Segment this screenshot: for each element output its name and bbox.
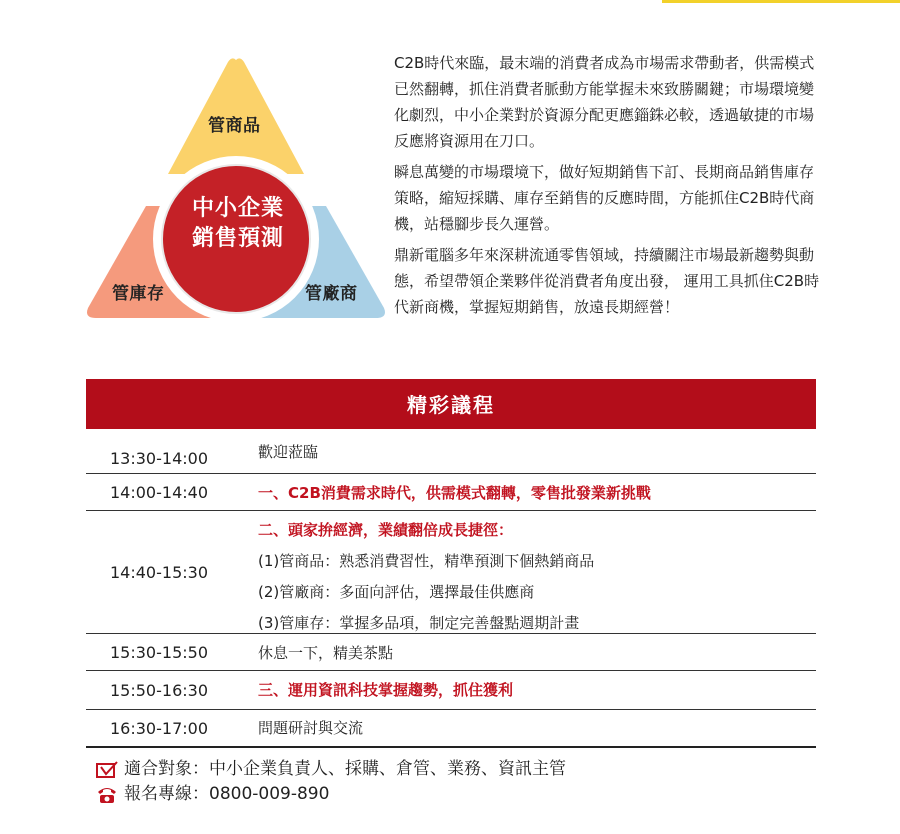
- audience-text: 適合對象：中小企業負責人、採購、倉管、業務、資訊主管: [124, 759, 566, 779]
- agenda-desc: [258, 671, 816, 709]
- checkbox-icon: [96, 761, 118, 779]
- agenda-time: 15:30-15:50: [110, 642, 208, 662]
- telephone-icon: [96, 786, 118, 804]
- hotline-row: [96, 782, 566, 807]
- event-info: [96, 757, 566, 807]
- agenda-title: 精彩議程: [86, 379, 816, 429]
- agenda-subitem: (3)管庫存：掌握多品項，制定完善盤點週期計畫: [258, 614, 580, 632]
- agenda-section: [86, 379, 816, 748]
- label-manage-suppliers: 管廠商: [305, 284, 358, 304]
- agenda-desc: [258, 429, 816, 473]
- agenda-item-highlight: 三、運用資訊科技掌握趨勢，抓住獲利: [258, 681, 514, 699]
- agenda-item: 問題研討與交流: [258, 719, 364, 737]
- intro-paragraph-2: 瞬息萬變的市場環境下，做好短期銷售下訂、長期商品銷售庫存策略，縮短採購、庫存至銷售的反應時間，方能抓住C2B時代商機，站穩腳步長久運營。: [394, 163, 815, 233]
- agenda-time: 15:50-16:30: [110, 680, 208, 700]
- audience-row: [96, 757, 566, 782]
- top-accent-bar: [662, 0, 900, 3]
- agenda-time: 16:30-17:00: [110, 718, 208, 738]
- agenda-item-highlight: 一、C2B消費需求時代，供需模式翻轉，零售批發業新挑戰: [258, 484, 651, 502]
- agenda-time: 13:30-14:00: [110, 448, 208, 468]
- agenda-row: [86, 671, 816, 710]
- agenda-row: [86, 634, 816, 671]
- intro-paragraph-1: C2B時代來臨，最末端的消費者成為市場需求帶動者，供需模式已然翻轉，抓住消費者脈動方能掌握未來致勝關鍵；市場環境變化劇烈，中小企業對於資源分配更應錙銖必較，透過敏捷的市場反應將資源用在刀口。: [394, 54, 815, 150]
- agenda-time: 14:00-14:40: [110, 482, 208, 502]
- intro-text: [394, 50, 824, 325]
- agenda-desc: [258, 710, 816, 746]
- center-title-line2: 銷售預測: [191, 226, 284, 251]
- label-manage-inventory: 管庫存: [112, 284, 165, 304]
- center-title-line1: 中小企業: [191, 196, 284, 221]
- agenda-item: 休息一下，精美茶點: [258, 644, 394, 662]
- agenda-time: 14:40-15:30: [110, 562, 208, 582]
- agenda-item: 歡迎蒞臨: [258, 443, 319, 461]
- agenda-item-highlight: 二、頭家拚經濟，業績翻倍成長捷徑：: [258, 521, 514, 539]
- agenda-subitem: (2)管廠商：多面向評估，選擇最佳供應商: [258, 583, 535, 601]
- diagram-center-title: [188, 194, 288, 254]
- intro-paragraph-3: 鼎新電腦多年來深耕流通零售領域，持續關注市場最新趨勢與動態，希望帶領企業夥伴從消費者角度出發， 運用工具抓住C2B時代新商機，掌握短期銷售，放遠長期經營！: [394, 246, 820, 316]
- agenda-desc: [258, 634, 816, 670]
- label-manage-products: 管商品: [208, 116, 261, 136]
- hotline-text: 報名專線：0800-009-890: [124, 784, 330, 804]
- sales-forecast-diagram: [86, 56, 386, 321]
- agenda-subitem: (1)管商品：熟悉消費習性，精準預測下個熱銷商品: [258, 552, 595, 570]
- agenda-desc: [258, 511, 816, 633]
- agenda-row: [86, 511, 816, 634]
- agenda-desc: [258, 474, 816, 510]
- agenda-row: [86, 710, 816, 746]
- agenda-table: [86, 429, 816, 748]
- agenda-row: [86, 429, 816, 474]
- agenda-row: [86, 474, 816, 511]
